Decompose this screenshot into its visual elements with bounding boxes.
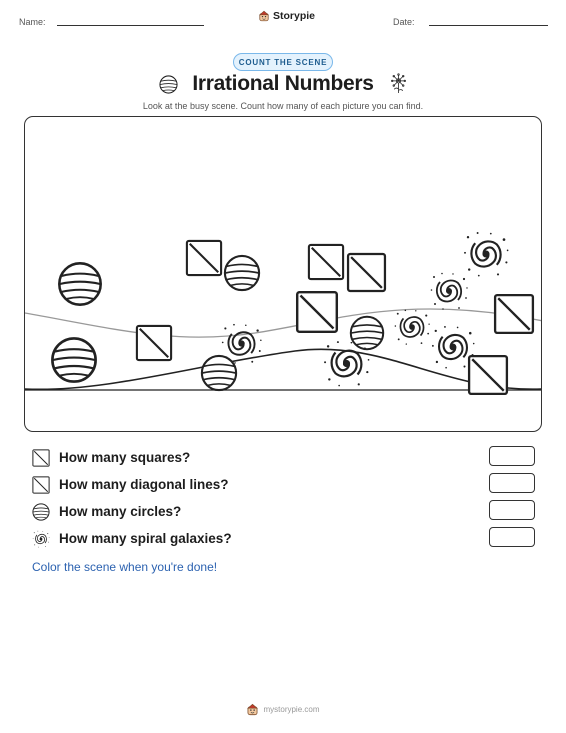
square-1	[187, 241, 221, 275]
planet-2	[52, 338, 95, 381]
name-field[interactable]	[57, 25, 204, 26]
square-2	[137, 326, 171, 360]
brand-logo	[258, 10, 315, 22]
answer-box-diagonal-lines[interactable]	[489, 473, 535, 493]
question-text: How many diagonal lines?	[59, 477, 229, 492]
instructions: Look at the busy scene. Count how many of each picture you can find.	[142, 101, 424, 111]
answer-box-squares[interactable]	[489, 446, 535, 466]
question-text: How many spiral galaxies?	[59, 531, 232, 546]
question-text: How many circles?	[59, 504, 182, 519]
brand-name: Storypie	[273, 10, 316, 22]
question-circles	[32, 500, 542, 522]
question-spiral-galaxies	[32, 527, 542, 549]
mascot-icon	[258, 10, 270, 22]
galaxy-3	[395, 310, 430, 345]
square-6	[495, 295, 533, 333]
date-field[interactable]	[429, 25, 548, 26]
color-instruction: Color the scene when you're done!	[32, 560, 218, 574]
activity-badge: COUNT THE SCENE	[233, 53, 333, 71]
scene-illustration	[25, 117, 542, 432]
name-label: Name:	[19, 17, 46, 27]
square-3	[309, 245, 343, 279]
planet-4	[202, 356, 236, 390]
square-4	[348, 254, 385, 291]
square-5	[297, 292, 337, 332]
title-row	[0, 72, 566, 100]
square-7	[469, 356, 507, 394]
planet-icon	[32, 503, 50, 521]
ground-line-upper	[25, 309, 542, 337]
answer-box-spiral-galaxies[interactable]	[489, 527, 535, 547]
worksheet-header	[0, 10, 566, 34]
galaxy-4	[431, 273, 468, 310]
question-squares	[32, 446, 542, 468]
answer-box-circles[interactable]	[489, 500, 535, 520]
planet-3	[225, 256, 259, 290]
footer-url: mystorypie.com	[263, 705, 320, 714]
mascot-icon	[246, 703, 259, 716]
spiral-galaxy-icon	[32, 530, 50, 548]
planet-5	[351, 317, 383, 349]
planet-1	[59, 263, 100, 304]
page-footer	[0, 703, 566, 716]
page-title: Irrational Numbers	[192, 72, 374, 95]
question-text: How many squares?	[59, 450, 191, 465]
counting-scene	[24, 116, 542, 432]
square-diagonal-icon	[32, 449, 50, 467]
square-diagonal-icon	[32, 476, 50, 494]
question-diagonal-lines	[32, 473, 542, 495]
dandelion-icon	[388, 73, 409, 94]
date-label: Date:	[393, 17, 415, 27]
galaxy-5	[464, 232, 508, 276]
